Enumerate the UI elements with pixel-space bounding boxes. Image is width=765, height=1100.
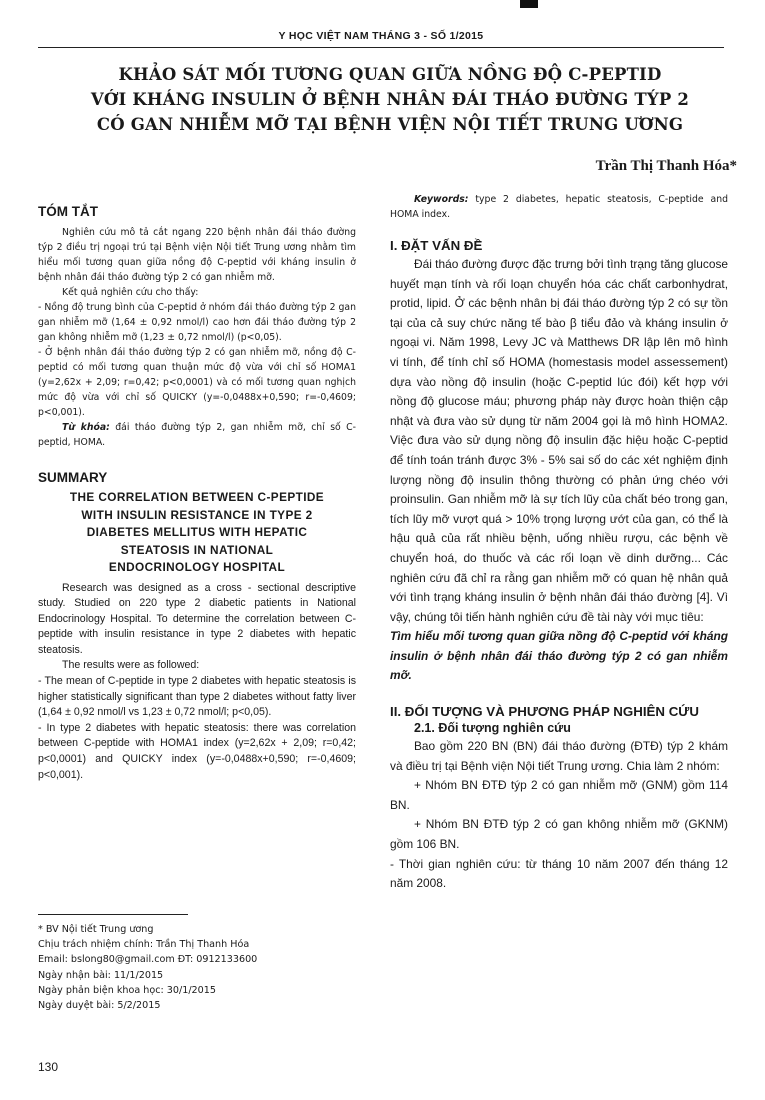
section-2-group-2: + Nhóm BN ĐTĐ týp 2 có gan không nhiễm mỡ (GKNM) gồm 106 BN. (390, 817, 728, 852)
footnote-email: Email: bslong80@gmail.com ĐT: 0912133600 (38, 954, 258, 966)
author-name: Trần Thị Thanh Hóa* (595, 158, 737, 174)
section-1-heading: I. ĐẶT VẤN ĐỀ (390, 238, 483, 253)
english-title-line: THE CORRELATION BETWEEN C-PEPTIDE (69, 490, 325, 504)
section-2-1-heading: 2.1. Đối tượng nghiên cứu (414, 721, 571, 736)
header-rule (38, 47, 724, 48)
footnote-responsible: Chịu trách nhiệm chính: Trần Thị Thanh Hóa (38, 939, 250, 951)
title-line: VỚI KHÁNG INSULIN Ở BỆNH NHÂN ĐÁI THÁO ĐƯỜNG TÝP 2 (90, 90, 690, 109)
left-column (38, 190, 356, 783)
abstract-en-keywords (390, 192, 728, 222)
abstract-en-result-1: - The mean of C-peptide in type 2 diabetes with hepatic steatosis is higher statistically significant than type 2 diabetes without fatty liver (1,64 ± 0,92 nmol/l vs 1,23 ± 0,72 nmol/l; p<0,05). (38, 675, 356, 719)
title-line: KHẢO SÁT MỐI TƯƠNG QUAN GIỮA NỒNG ĐỘ C-PEPTID (118, 65, 662, 84)
section-2-group-1: + Nhóm BN ĐTĐ týp 2 có gan nhiễm mỡ (GNM) gồm 114 BN. (390, 778, 728, 812)
section-1-paragraph: Đái tháo đường được đặc trưng bởi tình trạng tăng glucose huyết mạn tính và rối loạn chuyển hóa các chất carbonhydrat, protid, lipid. Ở các bệnh nhân bị đái tháo đường týp 2 có sự tồn tại của cả suy chức năng tế bào β tiểu đảo và kháng insulin ở ngoại vi. Năm 1998, Levy JC và Matthews DR lập lên mô hình vi tính, để tính chỉ số HOMA (homestasis model assessement) dựa vào nồng độ insulin (hoặc C-peptid lúc đói) kết hợp với nồng độ glucose máu; phương pháp này được hoàn thiện cập nhật và đưa vào sử dụng từ năm 2004 gọi là mô hình HOMA2. Việc đưa vào sử dụng nồng độ insulin đặc hiệu hoặc C-peptid để tính toán tránh được 3% - 5% sai số do các xét nghiệm định lượng nồng độ insulin thông thường có phản ứng chéo với proinsulin. Gan nhiễm mỡ là sự tích lũy của chất béo trong gan, tích lũy mỡ vượt quá > 10% trọng lượng ướt của gan, có thể là hậu quả của rất nhiều bệnh, uống nhiều rượu, các bệnh về chuyển hoá, do thuốc và các rối loạn về dinh dưỡng... Các nghiên cứu đã chỉ ra rằng gan nhiễm mỡ có quan hệ nhân quả với tình trạng kháng insulin ở bệnh nhân đái tháo đường [4]. Vì vậy, chúng tôi tiến hành nghiên cứu đề tài này với mục tiêu: (390, 257, 728, 624)
footnote-affiliation: * BV Nội tiết Trung ương (38, 924, 154, 935)
scan-mark (520, 0, 538, 8)
abstract-vi-results-label: Kết quả nghiên cứu cho thấy: (62, 287, 199, 298)
abstract-en-result-2: - In type 2 diabetes with hepatic steatosis: there was correlation between C-peptide with HOMA1 index (y=2,62x + 2,09; r=0,42; p<0,0001) and QUICKY index (y=-0,0488x+0,590; r=-0,4609; p<0,001). (38, 721, 356, 781)
footnote-received: Ngày nhận bài: 11/1/2015 (38, 969, 164, 981)
article-title (60, 62, 720, 137)
abstract-en-intro: Research was designed as a cross - sectional descriptive study. Studied on 220 type 2 diabetic patients in National Endocrinology Hospital. To determine the correlation between C-peptide with insulin resistance in type 2 diabetes with hepatic steatosis. (38, 581, 356, 656)
keywords-en-text: type 2 diabetes, hepatic steatosis, C-peptide and HOMA index. (390, 194, 728, 220)
abstract-en-results-label: The results were as followed: (62, 659, 200, 672)
footnote-reviewed: Ngày phản biện khoa học: 30/1/2015 (38, 984, 216, 996)
title-line: CÓ GAN NHIỄM MỠ TẠI BỆNH VIỆN NỘI TIẾT TRUNG ƯƠNG (96, 115, 684, 134)
page-number: 130 (38, 1060, 59, 1074)
footnote-approved: Ngày duyệt bài: 5/2/2015 (38, 1000, 161, 1012)
right-column (390, 190, 728, 894)
english-title (38, 489, 356, 577)
section-2-paragraph: Bao gồm 220 BN (BN) đái tháo đường (ĐTĐ) týp 2 khám và điều trị tại Bệnh viện Nội tiết Trung ương. Chia làm 2 nhóm: (390, 739, 728, 773)
keywords-text: đái tháo đường týp 2, gan nhiễm mỡ, chỉ số C-peptid, HOMA. (38, 422, 356, 448)
english-title-line: STEATOSIS IN NATIONAL (120, 542, 274, 557)
footnote-rule (38, 914, 188, 915)
summary-heading: SUMMARY (38, 470, 108, 485)
keywords-en-label: Keywords: (414, 194, 469, 205)
english-title-line: WITH INSULIN RESISTANCE IN TYPE 2 (81, 507, 313, 522)
section-2-time: - Thời gian nghiên cứu: từ tháng 10 năm 2007 đến tháng 12 năm 2008. (390, 856, 728, 891)
abstract-vi-result-2: - Ở bệnh nhân đái tháo đường týp 2 có gan nhiễm mỡ, nồng độ C-peptid có mối tương quan thuận mức độ vừa với chỉ số HOMA1 (y=2,62x + 2,09; r=0,42; p<0,0001) và có mối tương quan nghịch mức độ vừa với chỉ số QUICKY (y=-0,0488x+0,590; r=-0,4609; p<0,001). (38, 347, 356, 418)
section-2-heading: II. ĐỐI TƯỢNG VÀ PHƯƠNG PHÁP NGHIÊN CỨU (390, 704, 699, 720)
abstract-vi-heading: TÓM TẮT (38, 204, 98, 219)
section-1-objective: Tìm hiểu mối tương quan giữa nồng độ C-peptid với kháng insulin ở bệnh nhân đái tháo đường týp 2 có gan nhiễm mỡ. (390, 629, 728, 683)
footnotes (38, 922, 358, 1013)
english-title-line: DIABETES MELLITUS WITH HEPATIC (86, 525, 308, 539)
abstract-vi-result-1: - Nồng độ trung bình của C-peptid ở nhóm đái tháo đường týp 2 gan gan nhiễm mỡ (1,64 ± 0,92 nmol/l) cao hơn đái tháo đường týp 2 gan không nhiễm mỡ (1,23 ± 0,72 nmol/l) (p<0,05). (38, 302, 356, 343)
keywords-label: Từ khóa: (62, 422, 110, 433)
abstract-vi-intro: Nghiên cứu mô tả cắt ngang 220 bệnh nhân đái tháo đường týp 2 điều trị ngoại trú tại Bệnh viện Nội tiết Trung ương nhằm tìm hiểu mối tương quan giữa nồng độ C-peptid với kháng insulin ở bệnh nhân đái tháo đường týp 2 có gan nhiễm mỡ. (38, 227, 356, 283)
abstract-vi-keywords (38, 420, 356, 450)
english-title-line: ENDOCRINOLOGY HOSPITAL (108, 560, 286, 574)
running-head: Y HỌC VIỆT NAM THÁNG 3 - SỐ 1/2015 (278, 30, 484, 42)
